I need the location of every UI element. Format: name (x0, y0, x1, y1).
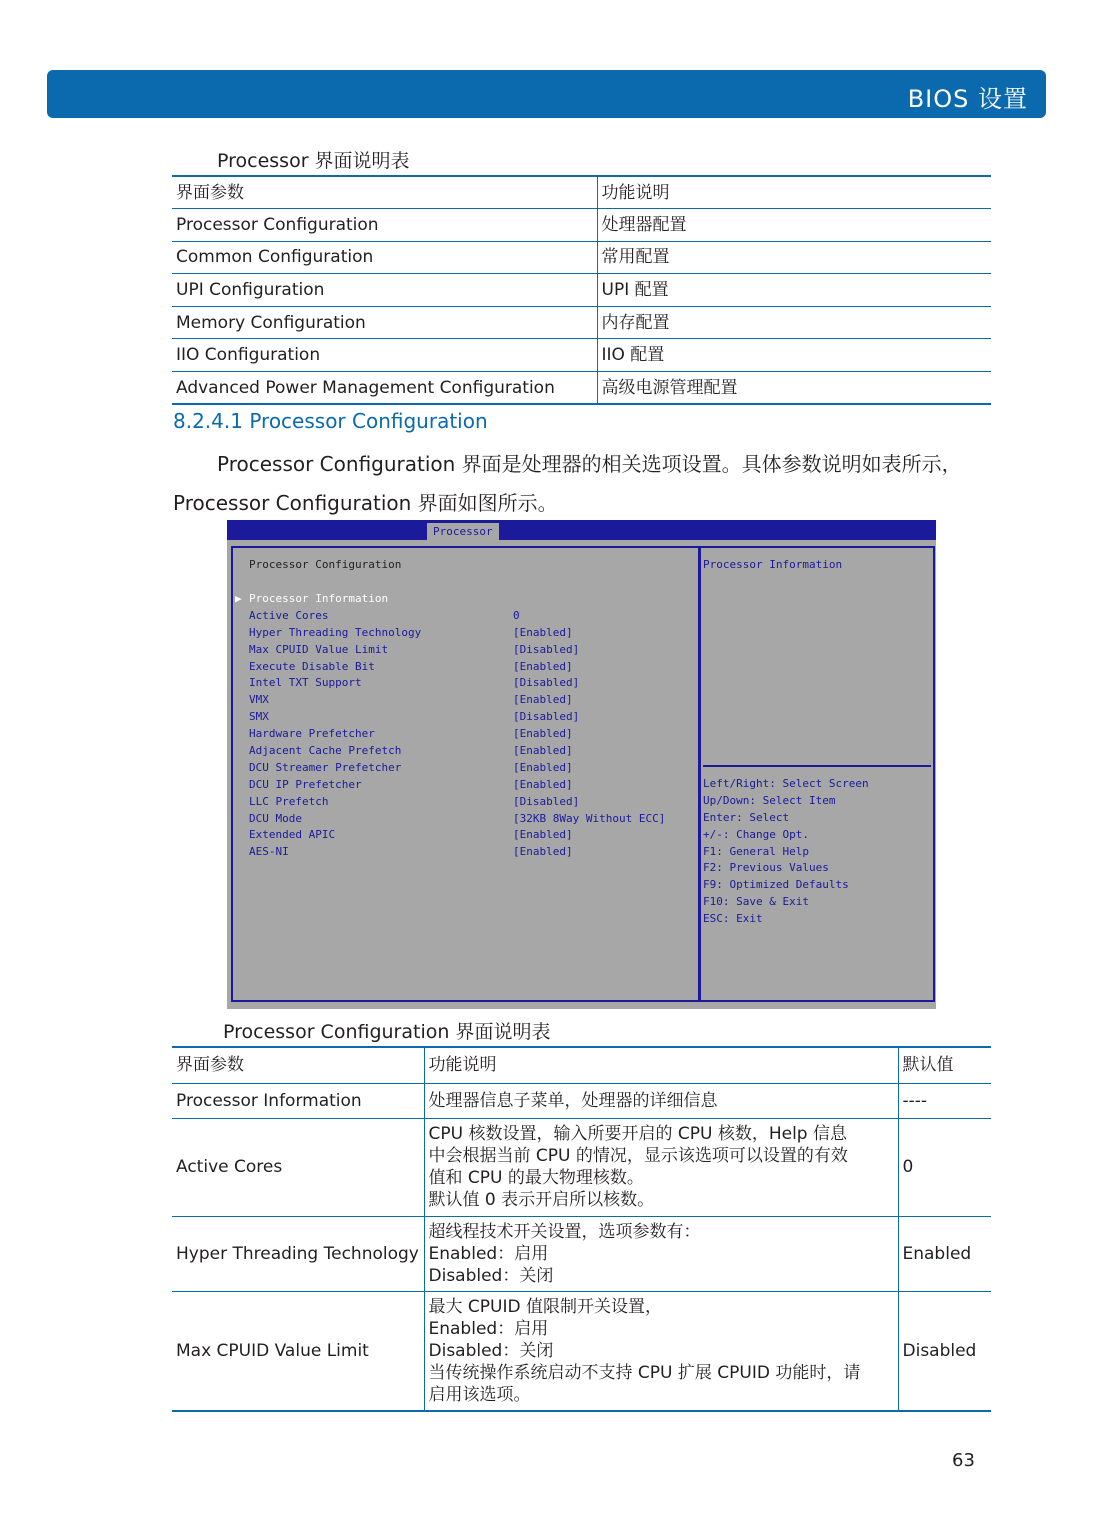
bios-item-value: [Enabled] (513, 625, 573, 639)
table2-caption: Processor Configuration 界面说明表 (223, 1021, 551, 1043)
param-cell: Processor Information (172, 1083, 424, 1118)
desc-line: Disabled：关闭 (428, 1265, 554, 1286)
bios-item-active-cores[interactable] (249, 608, 699, 625)
desc-cell: 内存配置 (597, 306, 991, 339)
bios-key-legend (703, 776, 869, 928)
bios-help-divider (703, 765, 931, 767)
table-row (172, 306, 991, 339)
bios-item-value: [Enabled] (513, 760, 573, 774)
header-title: BIOS 设置 (907, 85, 1028, 113)
bios-key-hint: F2: Previous Values (703, 861, 829, 875)
desc-line: 处理器信息子菜单，处理器的详细信息 (428, 1090, 718, 1111)
bios-item-label: DCU Mode (249, 811, 302, 825)
bios-item-value: [Enabled] (513, 744, 573, 758)
bios-right-panel (699, 546, 935, 1002)
bios-item-label: Active Cores (249, 608, 329, 622)
desc-cell: IIO 配置 (597, 339, 991, 372)
header-cell-desc: 功能说明 (597, 176, 991, 209)
bios-key-hint: +/-: Change Opt. (703, 827, 809, 841)
param-cell: Max CPUID Value Limit (172, 1291, 424, 1411)
desc-cell (424, 1083, 898, 1118)
desc-line: 最大 CPUID 值限制开关设置， (428, 1296, 662, 1317)
default-cell: ---- (898, 1083, 991, 1118)
table-row (172, 1291, 991, 1411)
section-heading: 8.2.4.1 Processor Configuration (173, 409, 488, 433)
bios-item-label: DCU IP Prefetcher (249, 777, 362, 791)
table-row (172, 209, 991, 242)
desc-line: 值和 CPU 的最大物理核数。 (428, 1168, 644, 1188)
bios-screenshot (227, 520, 936, 1009)
bios-item-value: [Enabled] (513, 693, 573, 707)
bios-key-hint: Up/Down: Select Item (703, 793, 836, 807)
bios-item-value: [Enabled] (513, 845, 573, 859)
desc-cell (424, 1216, 898, 1291)
bios-item-extended-apic[interactable] (249, 827, 699, 844)
bios-item-value: [Disabled] (513, 794, 580, 808)
bios-item-value: [Enabled] (513, 659, 573, 673)
bios-item-label: Processor Information (249, 592, 389, 605)
bios-menu-list (235, 591, 699, 861)
param-cell: IIO Configuration (172, 339, 597, 372)
bios-key-hint: ESC: Exit (703, 912, 763, 926)
bios-item-vmx[interactable] (249, 692, 699, 709)
bios-item-aes-ni[interactable] (249, 844, 699, 861)
default-cell: Disabled (898, 1291, 991, 1411)
bios-item-dcu-ip-prefetcher[interactable] (249, 777, 699, 794)
table-header-row (172, 1047, 991, 1083)
paragraph-line-2: Processor Configuration 界面如图所示。 (173, 491, 558, 515)
bios-item-label: Max CPUID Value Limit (249, 642, 389, 656)
desc-cell: UPI 配置 (597, 274, 991, 307)
table-row (172, 1216, 991, 1291)
processor-config-table (172, 1046, 991, 1412)
desc-line: 默认值 0 表示开启所以核数。 (428, 1190, 655, 1210)
processor-options-table (172, 175, 991, 405)
header-cell-default: 默认值 (898, 1047, 991, 1083)
table-row (172, 274, 991, 307)
bios-item-label: LLC Prefetch (249, 794, 329, 808)
default-cell: Enabled (898, 1216, 991, 1291)
bios-item-label: Hardware Prefetcher (249, 727, 375, 741)
desc-line: 中会根据当前 CPU 的情况，显示该选项可以设置的有效 (428, 1146, 848, 1166)
page-number: 63 (952, 1450, 975, 1471)
table-header-row (172, 176, 991, 209)
bios-key-hint: Left/Right: Select Screen (703, 777, 869, 790)
desc-line: 启用该选项。 (428, 1384, 531, 1405)
header-banner (47, 70, 1046, 118)
bios-item-value: [Disabled] (513, 676, 580, 690)
desc-line: Enabled：启用 (428, 1318, 549, 1339)
bios-item-dcu-mode[interactable] (249, 811, 699, 828)
bios-item-dcu-streamer-prefetcher[interactable] (249, 760, 699, 777)
bios-item-hyper-threading[interactable] (249, 625, 699, 642)
desc-line: Enabled：启用 (428, 1243, 549, 1264)
bios-item-value: [32KB 8Way Without ECC] (513, 811, 666, 825)
bios-key-hint: F10: Save & Exit (703, 895, 809, 909)
bios-item-hardware-prefetcher[interactable] (249, 726, 699, 743)
param-cell: Processor Configuration (172, 209, 597, 242)
table-row (172, 339, 991, 372)
bios-key-hint: F9: Optimized Defaults (703, 878, 849, 892)
bios-tab-processor[interactable]: Processor (427, 523, 499, 540)
param-cell: Active Cores (172, 1118, 424, 1216)
bios-item-value: [Disabled] (513, 642, 580, 656)
bios-item-label: Extended APIC (249, 828, 336, 842)
param-cell: Hyper Threading Technology (172, 1216, 424, 1291)
desc-cell: 处理器配置 (597, 209, 991, 242)
bios-top-bar (227, 520, 936, 540)
param-cell: Advanced Power Management Configuration (172, 372, 597, 405)
submenu-arrow-icon: ▶ (235, 592, 242, 605)
bios-item-intel-txt[interactable] (249, 675, 699, 692)
desc-line: 超线程技术开关设置，选项参数有： (428, 1221, 701, 1242)
bios-item-processor-information[interactable] (235, 591, 699, 608)
table-row (172, 1118, 991, 1216)
bios-item-label: Adjacent Cache Prefetch (249, 744, 402, 758)
desc-line: Disabled：关闭 (428, 1340, 554, 1361)
bios-item-label: Execute Disable Bit (249, 659, 375, 673)
bios-help-title: Processor Information (703, 558, 843, 571)
bios-item-value: 0 (513, 608, 520, 622)
bios-item-adjacent-cache-prefetch[interactable] (249, 743, 699, 760)
bios-item-value: [Enabled] (513, 727, 573, 741)
bios-item-execute-disable-bit[interactable] (249, 659, 699, 676)
desc-cell: 高级电源管理配置 (597, 372, 991, 405)
param-cell: UPI Configuration (172, 274, 597, 307)
desc-line: 当传统操作系统启动不支持 CPU 扩展 CPUID 功能时，请 (428, 1362, 861, 1383)
header-cell-param: 界面参数 (172, 176, 597, 209)
bios-item-llc-prefetch[interactable] (249, 794, 699, 811)
desc-cell (424, 1118, 898, 1216)
bios-key-hint: F1: General Help (703, 844, 809, 858)
bios-item-label: SMX (249, 710, 269, 724)
bios-item-label: AES-NI (249, 845, 289, 859)
desc-cell (424, 1291, 898, 1411)
default-cell: 0 (898, 1118, 991, 1216)
param-cell: Common Configuration (172, 241, 597, 274)
bios-item-label: Hyper Threading Technology (249, 625, 422, 639)
desc-line: CPU 核数设置，输入所要开启的 CPU 核数，Help 信息 (428, 1124, 847, 1144)
bios-item-value: [Disabled] (513, 710, 580, 724)
header-cell-desc: 功能说明 (424, 1047, 898, 1083)
param-cell: Memory Configuration (172, 306, 597, 339)
bios-page-title: Processor Configuration (249, 558, 402, 571)
bios-item-value: [Enabled] (513, 777, 573, 791)
bios-item-label: Intel TXT Support (249, 676, 362, 690)
bios-item-label: VMX (249, 693, 269, 707)
table-row (172, 372, 991, 405)
table-row (172, 241, 991, 274)
paragraph-line-1: Processor Configuration 界面是处理器的相关选项设置。具体参数说明如表所示， (217, 452, 962, 476)
bios-item-value: [Enabled] (513, 828, 573, 842)
table1-caption: Processor 界面说明表 (217, 150, 410, 172)
table-row (172, 1083, 991, 1118)
desc-cell: 常用配置 (597, 241, 991, 274)
bios-item-label: DCU Streamer Prefetcher (249, 760, 402, 774)
bios-item-smx[interactable] (249, 709, 699, 726)
header-cell-param: 界面参数 (172, 1047, 424, 1083)
bios-item-max-cpuid[interactable] (249, 642, 699, 659)
bios-key-hint: Enter: Select (703, 810, 790, 824)
